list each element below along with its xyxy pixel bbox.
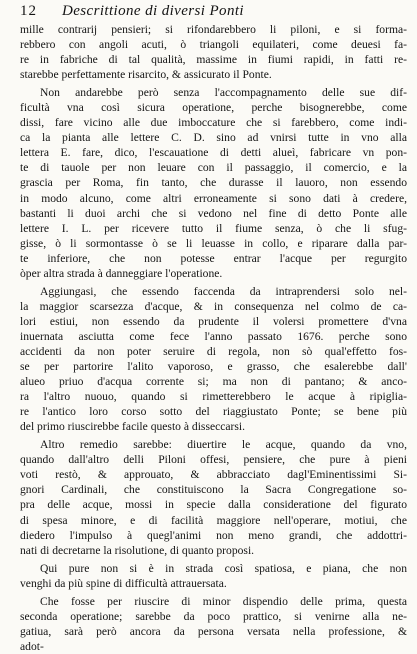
- text-line: Non andarebbe però senza l'accompagnamento delle sue dif-: [40, 86, 407, 100]
- text-line: Altro remedio sarebbe: diuertire le acque, quando da vno,: [40, 438, 407, 452]
- text-line: in modo alcuno, come altri erroneamente si sono dati à credere,: [20, 191, 407, 205]
- text-line: dissi, fare vicino alle due imboccature che si farebbero, come indi-: [20, 116, 407, 130]
- paragraph: [20, 594, 407, 654]
- text-line: se per partorire l'alito vaporoso, e grasso, che esalerebbe dall': [20, 360, 407, 374]
- body-text: [20, 22, 407, 654]
- text-line: gisse, ò li sormontasse ò se li leuasse in collo, e riparare dalla par-: [20, 236, 407, 250]
- text-line: alueo priuo d'acqua corrente si; ma non di pantano; & anco-: [20, 375, 407, 389]
- text-line: re in fabriche di tal qualità, massime in fiumi rapidi, in fatti re-: [20, 53, 407, 67]
- text-line: ca la pianta alle lettere C. D. sino ad vnirsi tutte in vno alla: [20, 131, 407, 145]
- text-line: venghi da più spine di difficultà attrauersata.: [20, 576, 227, 590]
- page-header: [20, 3, 407, 21]
- text-line: lettera E. fare, dico, l'escauatione di detti alueì, fabricare vn pon-: [20, 146, 407, 160]
- text-line: Qui pure non si è in strada così spatiosa, e piana, che non: [40, 561, 407, 575]
- paragraph: [20, 85, 407, 281]
- text-line: pra delle acque, mossi in specie dalla consideratione del figurato: [20, 498, 407, 512]
- paragraph: [20, 284, 407, 434]
- running-title: Descrittione di diversi Ponti: [62, 3, 244, 19]
- text-line: lettere I. L. per ricevere tutto il fiume senza, ò che li sfug-: [20, 221, 407, 235]
- text-line: gatiua, sarà però ancora da persona versata nella professione, &: [20, 624, 407, 638]
- text-line: inuernata asciutta come fece l'anno passato 1676. perche sono: [20, 329, 407, 343]
- paragraph: [20, 561, 407, 591]
- text-line: re l'antico loro corso sotto del riaggiustato Ponte; se bene più: [20, 405, 407, 419]
- text-line: di spesa minore, e di facilità maggiore nell'operare, motiui, che: [20, 513, 407, 527]
- text-line: te di tauole per non leuare con il passaggio, il comercio, e la: [20, 161, 407, 175]
- text-line: starebbe perfettamente risarcito, & assicurato il Ponte.: [20, 68, 272, 82]
- text-line: nati di decretarne la risolutione, di quanto proposi.: [20, 543, 255, 557]
- text-line: mille contrarij pensieri; si rifondarebbero li piloni, e si forma-: [20, 23, 407, 36]
- text-line: la maggior scarsezza d'acque, & in consequenza nel colmo de ca-: [20, 299, 407, 313]
- text-line: Aggiungasi, che essendo faccenda da intraprendersi solo nel-: [40, 284, 407, 298]
- text-line: te inferiore, che non potesse entrar l'acque per regurgito: [20, 251, 407, 265]
- text-line: Che fosse per riuscire di minor dispendio delle prima, questa: [40, 594, 407, 608]
- paragraph: [20, 22, 407, 82]
- text-line: accidenti da non poter seruire di regola, non sò qual'effetto fos-: [20, 344, 407, 358]
- text-line: voti restò, & approuato, & abbracciato dagl'Eminentissimi Si-: [20, 468, 407, 482]
- text-line: del primo riuscirebbe facile questo à disseccarsi.: [20, 420, 246, 434]
- text-line: òper altra strada à danneggiare l'operatione.: [20, 266, 223, 280]
- page-number: 12: [20, 3, 37, 19]
- text-line: ra l'altro nuouo, quando si rimetterebbero le acque à ripiglia-: [20, 390, 407, 404]
- text-line: rebbero con angoli acuti, ò triangoli equilateri, come deuesi fa-: [20, 38, 407, 52]
- text-line: bastanti li duoi archi che si vedono nel fine di detto Ponte alle: [20, 206, 407, 220]
- text-line: quando dall'altro delli Piloni offesi, pensiere, che pure à pieni: [20, 453, 407, 467]
- paragraph: [20, 437, 407, 557]
- text-line: seconda operatione; sarebbe da poco prattico, si venirne alla ne-: [20, 609, 407, 623]
- text-line: gnori Cardinali, che constituiscono la Sacra Congregatione so-: [20, 483, 407, 497]
- text-line: adot-: [20, 639, 44, 653]
- text-line: lori estiui, non essendo da prudente il volersi promettere d'vna: [20, 314, 407, 328]
- text-line: ficultà vna così sicura operatione, perche bisognerebbe, come: [20, 101, 407, 115]
- text-line: grascia per Roma, fin tanto, che durasse il lauoro, non essendo: [20, 176, 407, 190]
- text-line: diedero l'impulso à quegl'animi non meno grandi, che addottri-: [20, 528, 407, 542]
